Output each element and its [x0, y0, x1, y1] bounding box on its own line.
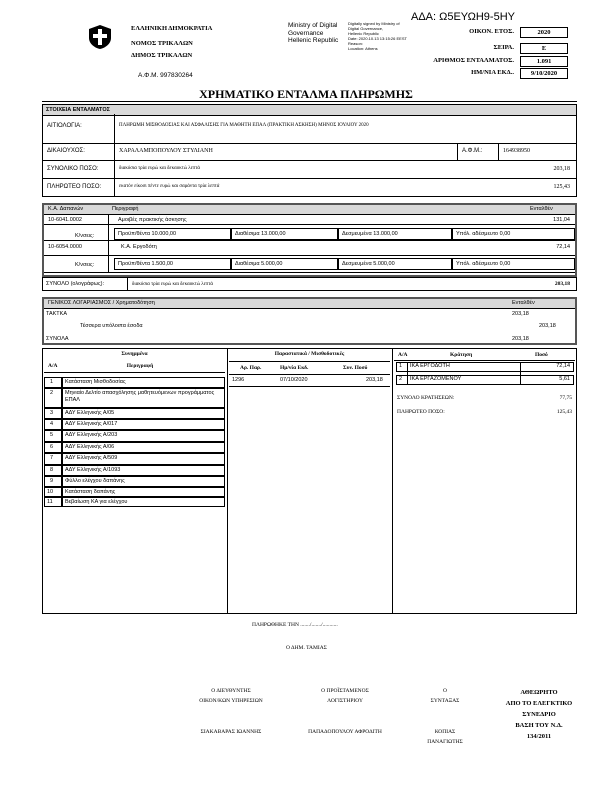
- municipality-label: ΔΗΜΟΣ ΤΡΙΚΑΛΩΝ: [131, 52, 193, 59]
- commitment-amount: 203,18: [366, 377, 383, 383]
- beneficiary-afm-value: 164938950: [503, 148, 530, 154]
- order-number-value: 1.091: [520, 56, 568, 67]
- drafter-title: Ο: [443, 688, 447, 694]
- commitment-num: 1296: [232, 377, 245, 383]
- director-title: Ο ΔΙΕΥΘΥΝΤΗΣ: [211, 688, 251, 694]
- expense-budgeted: Προϋπ/θέντα 10.000,00: [114, 228, 231, 240]
- ledger-header-label: ΓΕΝΙΚΟΣ ΛΟΓΑΡΙΑΣΜΟΣ / Χρηματοδότηση: [48, 300, 155, 306]
- attachment-num: 4: [50, 421, 54, 427]
- attachments-title: Συνημμένα: [121, 351, 148, 357]
- deduction-name: ΙΚΑ ΕΡΓΑΖΟΜΕΝΟΥ: [410, 376, 462, 382]
- deductions-total-value: 77,75: [559, 395, 572, 401]
- expense-remaining: Υπόλ. αδέσμευτο 0,00: [452, 228, 575, 240]
- attachment-description: ΑΔΥ Ελληνικής Α/05: [65, 410, 115, 416]
- attachment-num: 9: [50, 478, 54, 484]
- expense-description: Κ.Α. Εργοδότη: [121, 244, 157, 250]
- commitments-title: Παραστατικά / Μισθοδοτικές: [274, 351, 345, 357]
- ada-code: ΑΔΑ: Ω5ΕΥΩΗ9-5ΗΥ: [411, 11, 515, 23]
- accountant-title: Ο ΠΡΟΪΣΤΑΜΕΝΟΣ: [321, 688, 369, 694]
- commitments-header-num: Αρ. Παρ.: [240, 365, 262, 371]
- signature-details: Digitally signed by Ministry of Digital Governance, Hellenic Republic Date: 2020.10.13 13:15:26 EEST Reason: Location: Athens: [348, 21, 407, 51]
- deduction-num: 2: [399, 376, 403, 382]
- beneficiary-afm-label: Α.Φ.Μ.:: [462, 148, 483, 154]
- expense-budgeted: Προϋπ/θέντα 1.500,00: [114, 258, 231, 270]
- greek-emblem-icon: [87, 24, 113, 50]
- attachment-description: Κατάσταση Μισθοδοσίας: [65, 379, 126, 385]
- expense-description: Αμοιβές πρακτικής άσκησης: [118, 217, 187, 223]
- director-department: ΟΙΚΟΝ/ΚΩΝ ΥΠΗΡΕΣΙΩΝ: [199, 698, 263, 704]
- attachment-num: 2: [50, 390, 54, 396]
- reason-value: ΠΛΗΡΩΜΗ ΜΙΣΘΟΔΟΣΙΑΣ ΚΑΙ ΑΣΦΑΛΙΣΗΣ ΓΙΑ ΜΑΘΗΤΗ ΕΠΑΛ (ΠΡΑΚΤΙΚΗ ΑΣΚΗΣΗ) ΜΗΝΟΣ ΙΟΥΛΙΟΥ 2020: [119, 123, 369, 128]
- ledger-row-label: ΤΑΚΤΚΑ: [46, 311, 67, 317]
- paid-on-line: ΠΛΗΡΩΘΗΚΕ ΤΗΝ ......./......./...........: [252, 622, 338, 628]
- expenses-total-label: ΣΥΝΟΛΟ (ολογράφως):: [46, 281, 105, 287]
- deductions-header-name: Κράτηση: [450, 352, 473, 358]
- deduction-name: ΙΚΑ ΕΡΓΟΔΟΤΗ: [410, 363, 450, 369]
- expense-code: 10-6054.0000: [48, 244, 82, 250]
- expense-code: 10-6041.0002: [48, 217, 82, 223]
- attachment-description: ΑΔΥ Ελληνικής Α/203: [65, 432, 118, 438]
- expenses-total-row: [42, 277, 577, 291]
- total-amount-label: ΣΥΝΟΛΙΚΟ ΠΟΣΟ:: [47, 166, 99, 172]
- attachment-num: 6: [50, 444, 54, 450]
- expense-amount: 131,04: [553, 217, 570, 223]
- drafter-role: ΣΥΝΤΑΞΑΣ: [430, 698, 460, 704]
- expenses-total-words: διακόσια τρία ευρώ και δεκαοκτώ λεπτά: [132, 282, 213, 287]
- treasurer-label: Ο ΔΗΜ. ΤΑΜΙΑΣ: [286, 645, 327, 651]
- deductions-payable-label: ΠΛΗΡΩΤΕΟ ΠΟΣΟ:: [397, 409, 445, 415]
- payable-amount-value: 125,43: [553, 184, 570, 190]
- expense-committed: Δεσμευμένα 5.000,00: [338, 258, 452, 270]
- total-amount-value: 203,18: [553, 166, 570, 172]
- series-label: ΣΕΙΡΑ.: [493, 44, 514, 51]
- deduction-num: 1: [399, 363, 403, 369]
- ledger-header-amount: Ενταλθέν: [512, 300, 535, 306]
- accountant-department: ΛΟΓΙΣΤΗΡΙΟΥ: [327, 698, 363, 704]
- deductions-total-label: ΣΥΝΟΛΟ ΚΡΑΤΗΣΕΩΝ:: [397, 395, 455, 401]
- issue-date-label: ΗΜ/ΝΙΑ ΕΚΔ..: [471, 69, 514, 76]
- attachment-description: Φύλλο ελέγχου δαπάνης: [65, 478, 125, 484]
- expense-commitments-label: Κ/νσεις:: [75, 233, 95, 239]
- attachment-description: Μηνιαίο Δελτίο απασχόλησης μαθητευόμενων προγράμματος ΕΠΑΛ: [65, 390, 215, 403]
- expense-available: Διαθέσιμα 5.000,00: [231, 258, 338, 270]
- attachment-num: 11: [47, 499, 53, 505]
- document-title: ΧΡΗΜΑΤΙΚΟ ΕΝΤΑΛΜΑ ΠΛΗΡΩΜΗΣ: [199, 87, 413, 101]
- expense-committed: Δεσμευμένα 13.000,00: [338, 228, 452, 240]
- signature-block: Ministry of Digital Governance Hellenic Republic: [288, 22, 339, 44]
- payable-amount-label: ΠΛΗΡΩΤΕΟ ΠΟΣΟ:: [47, 184, 102, 190]
- econ-year-label: ΟΙΚΟΝ. ΕΤΟΣ.: [469, 28, 514, 35]
- republic-label: ΕΛΛΗΝΙΚΗ ΔΗΜΟΚΡΑΤΙΑ: [131, 25, 213, 32]
- deductions-payable-value: 125,43: [556, 409, 572, 415]
- attachments-header-description: Περιγραφή: [126, 363, 154, 369]
- attachment-description: ΑΔΥ Ελληνικής Α/017: [65, 421, 118, 427]
- prefecture-label: ΝΟΜΟΣ ΤΡΙΚΑΛΩΝ: [131, 40, 193, 47]
- attachments-header-num: Α/Α: [48, 363, 58, 369]
- expenses-total-value: 203,18: [554, 281, 570, 287]
- expense-available: Διαθέσιμα 13.000,00: [231, 228, 338, 240]
- beneficiary-value: ΧΑΡΑΛΑΜΠΟΠΟΥΛΟΥ ΣΤΥΛΙΑΝΗ: [119, 148, 213, 154]
- attachment-num: 5: [50, 432, 54, 438]
- order-number-label: ΑΡΙΘΜΟΣ ΕΝΤΑΛΜΑΤΟΣ.: [433, 57, 514, 64]
- attachment-description: ΑΔΥ Ελληνικής Α/06: [65, 444, 115, 450]
- expenses-header-amount: Ενταλθέν: [530, 206, 553, 212]
- attachment-description: Βεβαίωση ΚΑ για ελέγχου: [65, 499, 128, 505]
- ledger-total-amount: 203,18: [512, 336, 529, 342]
- deductions-header-num: Α/Α: [398, 352, 408, 358]
- attachment-num: 3: [50, 410, 54, 416]
- director-name: ΣΙΑΚΑΒΑΡΑΣ ΙΩΑΝΝΗΣ: [200, 729, 262, 735]
- commitments-header-amount: Συν. Ποσό: [343, 365, 368, 371]
- series-value: Ε: [520, 43, 568, 54]
- attachment-num: 10: [47, 489, 54, 495]
- attachment-num: 8: [50, 467, 54, 473]
- expense-remaining: Υπόλ. αδέσμευτο 0,00: [452, 258, 575, 270]
- attachment-description: Κατάσταση δαπάνης: [65, 489, 116, 495]
- ledger-total-label: ΣΥΝΟΛΑ: [46, 336, 69, 342]
- attachment-description: ΑΔΥ Ελληνικής Α/1093: [65, 467, 121, 473]
- ledger-row-amount: 203,18: [512, 311, 529, 317]
- expense-commitments-label: Κ/νσεις:: [75, 262, 95, 268]
- municipality-afm: Α.Φ.Μ. 997830264: [138, 72, 193, 79]
- drafter-surname: ΚΟΠΙΑΣ: [434, 729, 456, 735]
- expense-amount: 72,14: [556, 244, 570, 250]
- ledger-row-amount: 203,18: [539, 323, 556, 329]
- attachment-num: 1: [50, 379, 54, 385]
- attachment-num: 7: [50, 455, 54, 461]
- deduction-amount: 5,61: [559, 376, 570, 382]
- ledger-row-label: Τέσσερα υπόλοιπα έσοδα: [80, 323, 143, 329]
- attachment-description: ΑΔΥ Ελληνικής Α/509: [65, 455, 118, 461]
- commitments-header-date: Ημ/νία Εκδ.: [280, 365, 309, 371]
- order-details-header: ΣΤΟΙΧΕΙΑ ΕΝΤΑΛΜΑΤΟΣ: [43, 105, 576, 116]
- drafter-firstname: ΠΑΝΑΓΙΩΤΗΣ: [427, 739, 463, 745]
- total-amount-words: διακόσια τρία ευρώ και δεκαοκτώ λεπτά: [119, 166, 200, 171]
- issue-date-value: 9/10/2020: [520, 68, 568, 79]
- deductions-header-amount: Ποσό: [535, 352, 548, 358]
- expenses-header-code: Κ.Α. Δαπανών: [48, 206, 84, 212]
- beneficiary-label: ΔΙΚΑΙΟΥΧΟΣ:: [47, 148, 85, 154]
- deduction-amount: 72,14: [556, 363, 570, 369]
- reason-label: ΑΙΤΙΟΛΟΓΙΑ:: [47, 123, 82, 129]
- payable-amount-words: εκατόν είκοσι πέντε ευρώ και σαράντα τρία λεπτά: [119, 184, 220, 189]
- commitment-date: 07/10/2020: [280, 377, 308, 383]
- econ-year-value: 2020: [520, 27, 568, 38]
- accountant-name: ΠΑΠΑΔΟΠΟΥΛΟΥ ΑΦΡΟΔΙΤΗ: [308, 729, 382, 735]
- audit-exempt-note: ΑΘΕΩΡΗΤΟ ΑΠΟ ΤΟ ΕΛΕΓΚΤΙΚΟ ΣΥΝΕΔΡΙΟ ΒΑΣΗ ΤΟΥ Ν.Δ. 134/2011: [505, 689, 573, 740]
- expenses-header-description: Περιγραφή: [112, 206, 139, 212]
